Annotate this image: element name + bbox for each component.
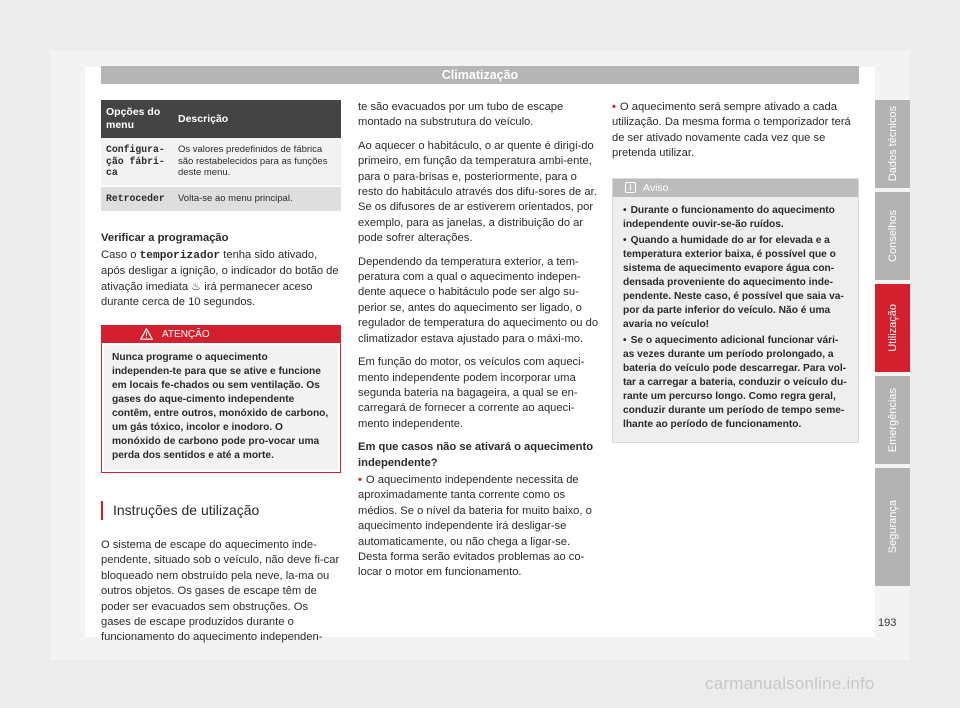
bullet-paragraph bbox=[612, 100, 859, 162]
table-header-option: Opções do menu bbox=[101, 100, 173, 138]
table-cell-option: Configura-ção fábri-ca bbox=[101, 138, 173, 186]
notice-box bbox=[612, 178, 859, 443]
tab-dados-tecnicos[interactable] bbox=[875, 100, 910, 188]
section-title: Instruções de utilização bbox=[101, 501, 341, 520]
question-heading: Em que casos não se ativará o aquecimento independente? bbox=[358, 441, 594, 469]
section-paragraph: O sistema de escape do aquecimento inde-pendente, situado sob o veículo, não deve fi-car bloqueado nem obstruído pela neve, la-ma ou outros objetos. Os gases de escape têm de poder ser evacuados sem obstruções. Os gases de escape produzidos durante o funcionamento do aquecimento independen- bbox=[101, 538, 340, 644]
tab-emergencias[interactable] bbox=[875, 376, 910, 464]
notice-body bbox=[613, 197, 858, 442]
table-row bbox=[101, 138, 341, 186]
paragraph: Em função do motor, os veículos com aqueci-mento independente podem incorporar uma segunda bateria na bagageira, a qual se en-carregará de fornecer a corrente ao aqueci-mento independente. bbox=[358, 356, 585, 430]
watermark: carmanualsonline.info bbox=[705, 674, 875, 693]
side-tabs bbox=[875, 100, 910, 590]
verify-paragraph bbox=[101, 248, 341, 311]
warning-box bbox=[101, 325, 341, 473]
column-2 bbox=[358, 100, 601, 589]
bullet-paragraph bbox=[358, 473, 601, 581]
verify-text-pre: Caso o bbox=[101, 248, 140, 261]
table-cell-description: Volta-se ao menu principal. bbox=[173, 186, 341, 212]
table-row bbox=[101, 186, 341, 212]
tab-label: Segurança bbox=[886, 500, 899, 554]
paragraph: Ao aquecer o habitáculo, o ar quente é dirigi-do primeiro, em função da temperatura ambi-ente, para o para-brisas e, posteriormente, para o resto do habitáculo através dos difu-sores de ar. Se os difusores de ar estiverem orientados, por exemplo, para as janelas, a distribuição do ar pode sofrer alterações. bbox=[358, 139, 597, 245]
paragraph: te são evacuados por um tubo de escape montado na substrutura do veículo. bbox=[358, 101, 564, 129]
notice-header bbox=[613, 179, 858, 197]
chapter-header: Climatização bbox=[101, 66, 859, 84]
warning-text: Nunca programe o aquecimento independen-te para que se ative e funcione em locais fe-chados ou sem ventilação. Os gases do aque-cimento independente contêm, entre outros, monóxido de carbono, um gás tóxico, incolor e inodoro. O monóxido de carbono pode pro-vocar uma perda dos sentidos e até a morte. bbox=[104, 345, 338, 470]
bullet-text: O aquecimento independente necessita de aproximadamente tanta corrente como os médios. Se o nível da bateria for muito baixo, o aquecimento independente irá desligar-se automaticamente, ou não chega a ligar-se. Desta forma serão evitados problemas ao co-locar o motor em funcionamento. bbox=[358, 473, 592, 579]
bullet-text: O aquecimento será sempre ativado a cada utilização. Da mesma forma o temporizador terá de ser ativado novamente cada vez que se pretenda utilizar. bbox=[612, 101, 851, 160]
tab-label: Utilização bbox=[886, 304, 899, 352]
table-header-description: Descrição bbox=[173, 100, 341, 138]
notice-label: Aviso bbox=[643, 181, 669, 194]
table-cell-description: Os valores predefinidos de fábrica são restabelecidos para as funções deste menu. bbox=[173, 138, 341, 186]
page-number: 193 bbox=[878, 617, 897, 629]
options-table bbox=[101, 100, 341, 213]
notice-item: • Se o aquecimento adicional funcionar vári-as vezes durante um período prolongado, a bateria do veículo pode descarregar. Para vol-tar a carregar a bateria, conduzir o veículo du-rante um percurso longo. Como regra geral, conduzir durante um período de tempo seme-lhante ao período de funcionamento. bbox=[623, 334, 848, 432]
tab-label: Emergências bbox=[886, 387, 899, 453]
warning-header bbox=[102, 326, 340, 343]
tab-label: Dados técnicos bbox=[886, 106, 899, 182]
tab-label: Conselhos bbox=[886, 210, 899, 262]
paragraph: Dependendo da temperatura exterior, a tem-peratura com a qual o aquecimento indepen-dente aquece o habitáculo pode ser algo su-perior se, antes do aquecimento ser ligado, o regulador de temperatura do aquecimento ou do climatizador estava ajustado para o máxi-mo. bbox=[358, 255, 599, 345]
notice-item: • Durante o funcionamento do aquecimento independente ouvir-se-ão ruídos. bbox=[623, 204, 848, 232]
tab-conselhos[interactable] bbox=[875, 192, 910, 280]
notice-item: • Quando a humidade do ar for elevada e a temperatura exterior baixa, é possível que o sistema de aquecimento evapore água con-densada proveniente do aquecimento inde-pendente. Neste caso, é possível que saia va-por da parte inferior do veículo. Não é uma avaria no veículo! bbox=[623, 234, 848, 332]
info-icon: i bbox=[625, 182, 636, 193]
verify-text-post: tenha sido ativado, após desligar a ignição, o indicador do botão de ativação imediata ♨ irá permanecer aceso durante cerca de 10 segundos. bbox=[101, 248, 339, 309]
column-3 bbox=[612, 100, 859, 443]
column-1 bbox=[101, 100, 341, 654]
verify-heading: Verificar a programação bbox=[101, 231, 229, 244]
tab-seguranca[interactable] bbox=[875, 468, 910, 586]
table-cell-option: Retroceder bbox=[101, 186, 173, 212]
tab-utilizacao[interactable] bbox=[875, 284, 910, 372]
warning-label: ATENÇÃO bbox=[162, 328, 210, 340]
timer-term: temporizador bbox=[139, 249, 221, 262]
warning-triangle-icon bbox=[140, 328, 153, 340]
